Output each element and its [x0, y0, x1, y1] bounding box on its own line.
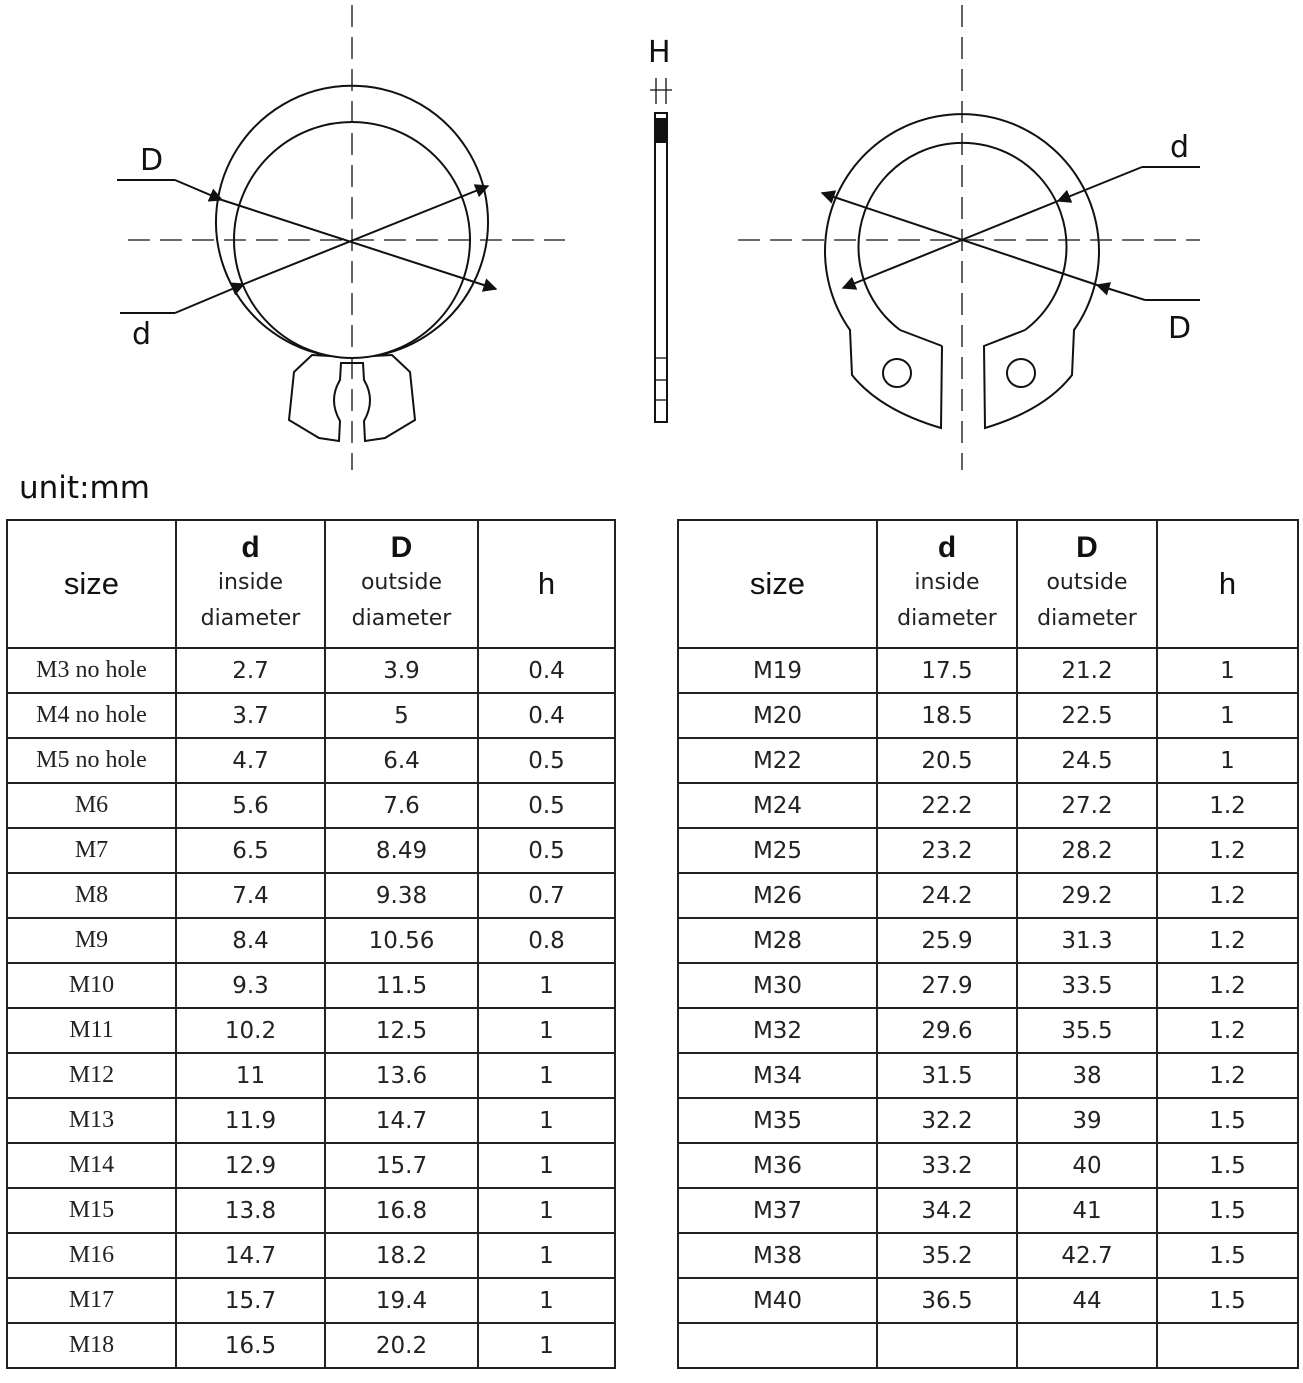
cell-inside-diameter: 32.2 — [877, 1098, 1017, 1143]
cell-outside-diameter: 16.8 — [325, 1188, 478, 1233]
cell-h: 1 — [478, 1053, 615, 1098]
cell-h: 0.4 — [478, 693, 615, 738]
cell-inside-diameter: 7.4 — [176, 873, 325, 918]
cell-h: 1.2 — [1157, 873, 1298, 918]
cell-inside-diameter: 25.9 — [877, 918, 1017, 963]
cell-size: M40 — [678, 1278, 877, 1323]
cell-inside-diameter: 22.2 — [877, 783, 1017, 828]
header-inside-diameter — [176, 520, 325, 648]
table-header-row — [7, 520, 615, 648]
table-row — [7, 873, 615, 918]
size-table-right — [677, 519, 1299, 1369]
cell-outside-diameter: 33.5 — [1017, 963, 1157, 1008]
cell-size: M16 — [7, 1233, 176, 1278]
cell-inside-diameter: 13.8 — [176, 1188, 325, 1233]
table-row — [678, 918, 1298, 963]
cell-outside-diameter: 5 — [325, 693, 478, 738]
cell-outside-diameter: 35.5 — [1017, 1008, 1157, 1053]
cell-outside-diameter: 20.2 — [325, 1323, 478, 1368]
cell-inside-diameter: 20.5 — [877, 738, 1017, 783]
right-lug-hole — [1007, 359, 1035, 387]
cell-h: 1.5 — [1157, 1233, 1298, 1278]
cell-h: 1 — [1157, 648, 1298, 693]
cell-size: M15 — [7, 1188, 176, 1233]
cell-size: M28 — [678, 918, 877, 963]
table-row — [7, 1098, 615, 1143]
cell-size: M10 — [7, 963, 176, 1008]
left-D-label: D — [140, 143, 164, 178]
cell-outside-diameter: 40 — [1017, 1143, 1157, 1188]
cell-inside-diameter: 34.2 — [877, 1188, 1017, 1233]
cell-outside-diameter: 6.4 — [325, 738, 478, 783]
cell-size: M17 — [7, 1278, 176, 1323]
table-row — [678, 738, 1298, 783]
header-D-symbol: D — [1076, 531, 1098, 564]
cell-outside-diameter: 10.56 — [325, 918, 478, 963]
header-D-line1: outside — [360, 570, 443, 595]
cell-outside-diameter: 13.6 — [325, 1053, 478, 1098]
cell-size: M7 — [7, 828, 176, 873]
table-row — [7, 918, 615, 963]
cell-outside-diameter: 12.5 — [325, 1008, 478, 1053]
header-outside-diameter — [1017, 520, 1157, 648]
table-row — [7, 783, 615, 828]
left-table-body — [7, 648, 615, 1368]
cell-size: M37 — [678, 1188, 877, 1233]
header-d-line1: inside — [217, 570, 284, 595]
cell-h: 1 — [1157, 693, 1298, 738]
cell-inside-diameter: 15.7 — [176, 1278, 325, 1323]
right-D-label: D — [1168, 311, 1192, 346]
cell-inside-diameter: 11 — [176, 1053, 325, 1098]
header-inside-diameter — [877, 520, 1017, 648]
cell-size: M24 — [678, 783, 877, 828]
cell-outside-diameter: 21.2 — [1017, 648, 1157, 693]
cell-size: M18 — [7, 1323, 176, 1368]
table-row — [7, 693, 615, 738]
table-row — [7, 828, 615, 873]
cell-inside-diameter: 14.7 — [176, 1233, 325, 1278]
cell-outside-diameter: 18.2 — [325, 1233, 478, 1278]
header-D-symbol: D — [390, 531, 413, 564]
right-ring-drawing — [738, 5, 1200, 470]
cell-h: 1 — [478, 1098, 615, 1143]
table-header-row — [678, 520, 1298, 648]
cell-inside-diameter: 9.3 — [176, 963, 325, 1008]
header-D-line2: diameter — [1037, 606, 1137, 631]
cell-inside-diameter: 3.7 — [176, 693, 325, 738]
table-row — [678, 1053, 1298, 1098]
cell-h: 1.5 — [1157, 1143, 1298, 1188]
cell-h: 1.5 — [1157, 1098, 1298, 1143]
cell-size: M14 — [7, 1143, 176, 1188]
cell-outside-diameter: 31.3 — [1017, 918, 1157, 963]
cell-size: M9 — [7, 918, 176, 963]
table-row — [678, 963, 1298, 1008]
cell-inside-diameter: 18.5 — [877, 693, 1017, 738]
cell-size: M25 — [678, 828, 877, 873]
cell-inside-diameter: 2.7 — [176, 648, 325, 693]
cell-h — [1157, 1323, 1298, 1368]
cell-outside-diameter: 14.7 — [325, 1098, 478, 1143]
left-d-label: d — [132, 317, 152, 352]
table-row — [678, 693, 1298, 738]
right-table-body — [678, 648, 1298, 1368]
cell-h: 0.5 — [478, 828, 615, 873]
cell-outside-diameter: 7.6 — [325, 783, 478, 828]
cell-size: M35 — [678, 1098, 877, 1143]
cell-size: M20 — [678, 693, 877, 738]
cell-h: 1 — [478, 1008, 615, 1053]
cell-size: M19 — [678, 648, 877, 693]
cell-inside-diameter: 11.9 — [176, 1098, 325, 1143]
cell-size: M22 — [678, 738, 877, 783]
cell-h: 1.2 — [1157, 963, 1298, 1008]
header-d-line1: inside — [914, 570, 980, 595]
header-size: size — [678, 520, 877, 648]
header-d-symbol: d — [937, 531, 957, 564]
cell-h: 1.5 — [1157, 1188, 1298, 1233]
cell-inside-diameter: 33.2 — [877, 1143, 1017, 1188]
cell-outside-diameter: 11.5 — [325, 963, 478, 1008]
header-h: h — [1157, 520, 1298, 648]
cell-inside-diameter: 10.2 — [176, 1008, 325, 1053]
cell-outside-diameter: 38 — [1017, 1053, 1157, 1098]
cell-h: 1 — [478, 1278, 615, 1323]
cell-h: 1 — [478, 1188, 615, 1233]
cell-outside-diameter: 9.38 — [325, 873, 478, 918]
cell-inside-diameter: 8.4 — [176, 918, 325, 963]
header-h: h — [478, 520, 615, 648]
cell-size: M12 — [7, 1053, 176, 1098]
cell-h: 1.2 — [1157, 1053, 1298, 1098]
cell-inside-diameter: 36.5 — [877, 1278, 1017, 1323]
cell-h: 1.2 — [1157, 783, 1298, 828]
cell-h: 1 — [478, 1323, 615, 1368]
cell-h: 0.5 — [478, 738, 615, 783]
table-row — [7, 738, 615, 783]
cell-size: M30 — [678, 963, 877, 1008]
cell-inside-diameter: 23.2 — [877, 828, 1017, 873]
cell-outside-diameter: 29.2 — [1017, 873, 1157, 918]
cell-size: M26 — [678, 873, 877, 918]
header-d-line2: diameter — [897, 606, 997, 631]
cell-h: 1 — [478, 1233, 615, 1278]
table-row — [7, 648, 615, 693]
table-row — [678, 1233, 1298, 1278]
cell-outside-diameter: 41 — [1017, 1188, 1157, 1233]
cell-outside-diameter: 3.9 — [325, 648, 478, 693]
cell-outside-diameter: 22.5 — [1017, 693, 1157, 738]
table-row — [678, 648, 1298, 693]
table-row — [7, 1233, 615, 1278]
cell-inside-diameter: 31.5 — [877, 1053, 1017, 1098]
technical-drawing — [0, 0, 1303, 470]
cell-inside-diameter: 16.5 — [176, 1323, 325, 1368]
cell-size: M32 — [678, 1008, 877, 1053]
cell-outside-diameter — [1017, 1323, 1157, 1368]
header-D-line2: diameter — [351, 606, 452, 631]
table-row — [7, 1278, 615, 1323]
header-d-symbol: d — [241, 531, 260, 564]
cell-outside-diameter: 28.2 — [1017, 828, 1157, 873]
table-row — [7, 1188, 615, 1233]
cell-size: M6 — [7, 783, 176, 828]
header-size: size — [7, 520, 176, 648]
cell-size: M13 — [7, 1098, 176, 1143]
cell-h: 1.2 — [1157, 1008, 1298, 1053]
table-row — [7, 1143, 615, 1188]
cell-h: 1.5 — [1157, 1278, 1298, 1323]
cell-size: M8 — [7, 873, 176, 918]
cell-size: M36 — [678, 1143, 877, 1188]
cell-outside-diameter: 24.5 — [1017, 738, 1157, 783]
cell-inside-diameter: 4.7 — [176, 738, 325, 783]
table-row — [678, 1278, 1298, 1323]
cell-outside-diameter: 15.7 — [325, 1143, 478, 1188]
cell-outside-diameter: 44 — [1017, 1278, 1157, 1323]
table-row — [678, 1323, 1298, 1368]
table-row — [678, 828, 1298, 873]
cell-inside-diameter: 17.5 — [877, 648, 1017, 693]
table-row — [678, 1188, 1298, 1233]
cell-outside-diameter: 39 — [1017, 1098, 1157, 1143]
ring-edge-profile — [655, 113, 667, 422]
left-lug-hole — [883, 359, 911, 387]
header-D-line1: outside — [1046, 570, 1128, 595]
cell-h: 0.4 — [478, 648, 615, 693]
table-row — [678, 873, 1298, 918]
cell-inside-diameter: 12.9 — [176, 1143, 325, 1188]
cell-outside-diameter: 8.49 — [325, 828, 478, 873]
left-ring-drawing — [117, 5, 565, 470]
cell-h: 1 — [478, 963, 615, 1008]
cell-inside-diameter: 35.2 — [877, 1233, 1017, 1278]
cell-h: 1.2 — [1157, 828, 1298, 873]
cell-inside-diameter: 6.5 — [176, 828, 325, 873]
cell-size: M11 — [7, 1008, 176, 1053]
table-row — [7, 1008, 615, 1053]
table-row — [7, 963, 615, 1008]
header-d-line2: diameter — [200, 606, 301, 631]
cell-outside-diameter: 19.4 — [325, 1278, 478, 1323]
size-table-left — [6, 519, 616, 1369]
cell-size: M34 — [678, 1053, 877, 1098]
cell-h: 1.2 — [1157, 918, 1298, 963]
right-d-label: d — [1170, 130, 1190, 165]
cell-h: 0.7 — [478, 873, 615, 918]
cell-size: M5 no hole — [7, 738, 176, 783]
cell-outside-diameter: 42.7 — [1017, 1233, 1157, 1278]
cell-inside-diameter: 24.2 — [877, 873, 1017, 918]
cell-outside-diameter: 27.2 — [1017, 783, 1157, 828]
cell-h: 0.8 — [478, 918, 615, 963]
cell-size: M38 — [678, 1233, 877, 1278]
cell-size — [678, 1323, 877, 1368]
cell-h: 1 — [478, 1143, 615, 1188]
table-row — [7, 1053, 615, 1098]
cell-inside-diameter: 29.6 — [877, 1008, 1017, 1053]
table-row — [678, 1008, 1298, 1053]
cell-size: M4 no hole — [7, 693, 176, 738]
cell-size: M3 no hole — [7, 648, 176, 693]
table-row — [678, 1098, 1298, 1143]
cell-inside-diameter — [877, 1323, 1017, 1368]
table-row — [678, 783, 1298, 828]
table-row — [7, 1323, 615, 1368]
header-outside-diameter — [325, 520, 478, 648]
cell-h: 0.5 — [478, 783, 615, 828]
unit-label: unit:mm — [19, 470, 150, 506]
table-row — [678, 1143, 1298, 1188]
cell-inside-diameter: 27.9 — [877, 963, 1017, 1008]
thickness-side-view — [648, 35, 672, 422]
cell-inside-diameter: 5.6 — [176, 783, 325, 828]
thickness-H-label: H — [648, 35, 671, 70]
cell-h: 1 — [1157, 738, 1298, 783]
